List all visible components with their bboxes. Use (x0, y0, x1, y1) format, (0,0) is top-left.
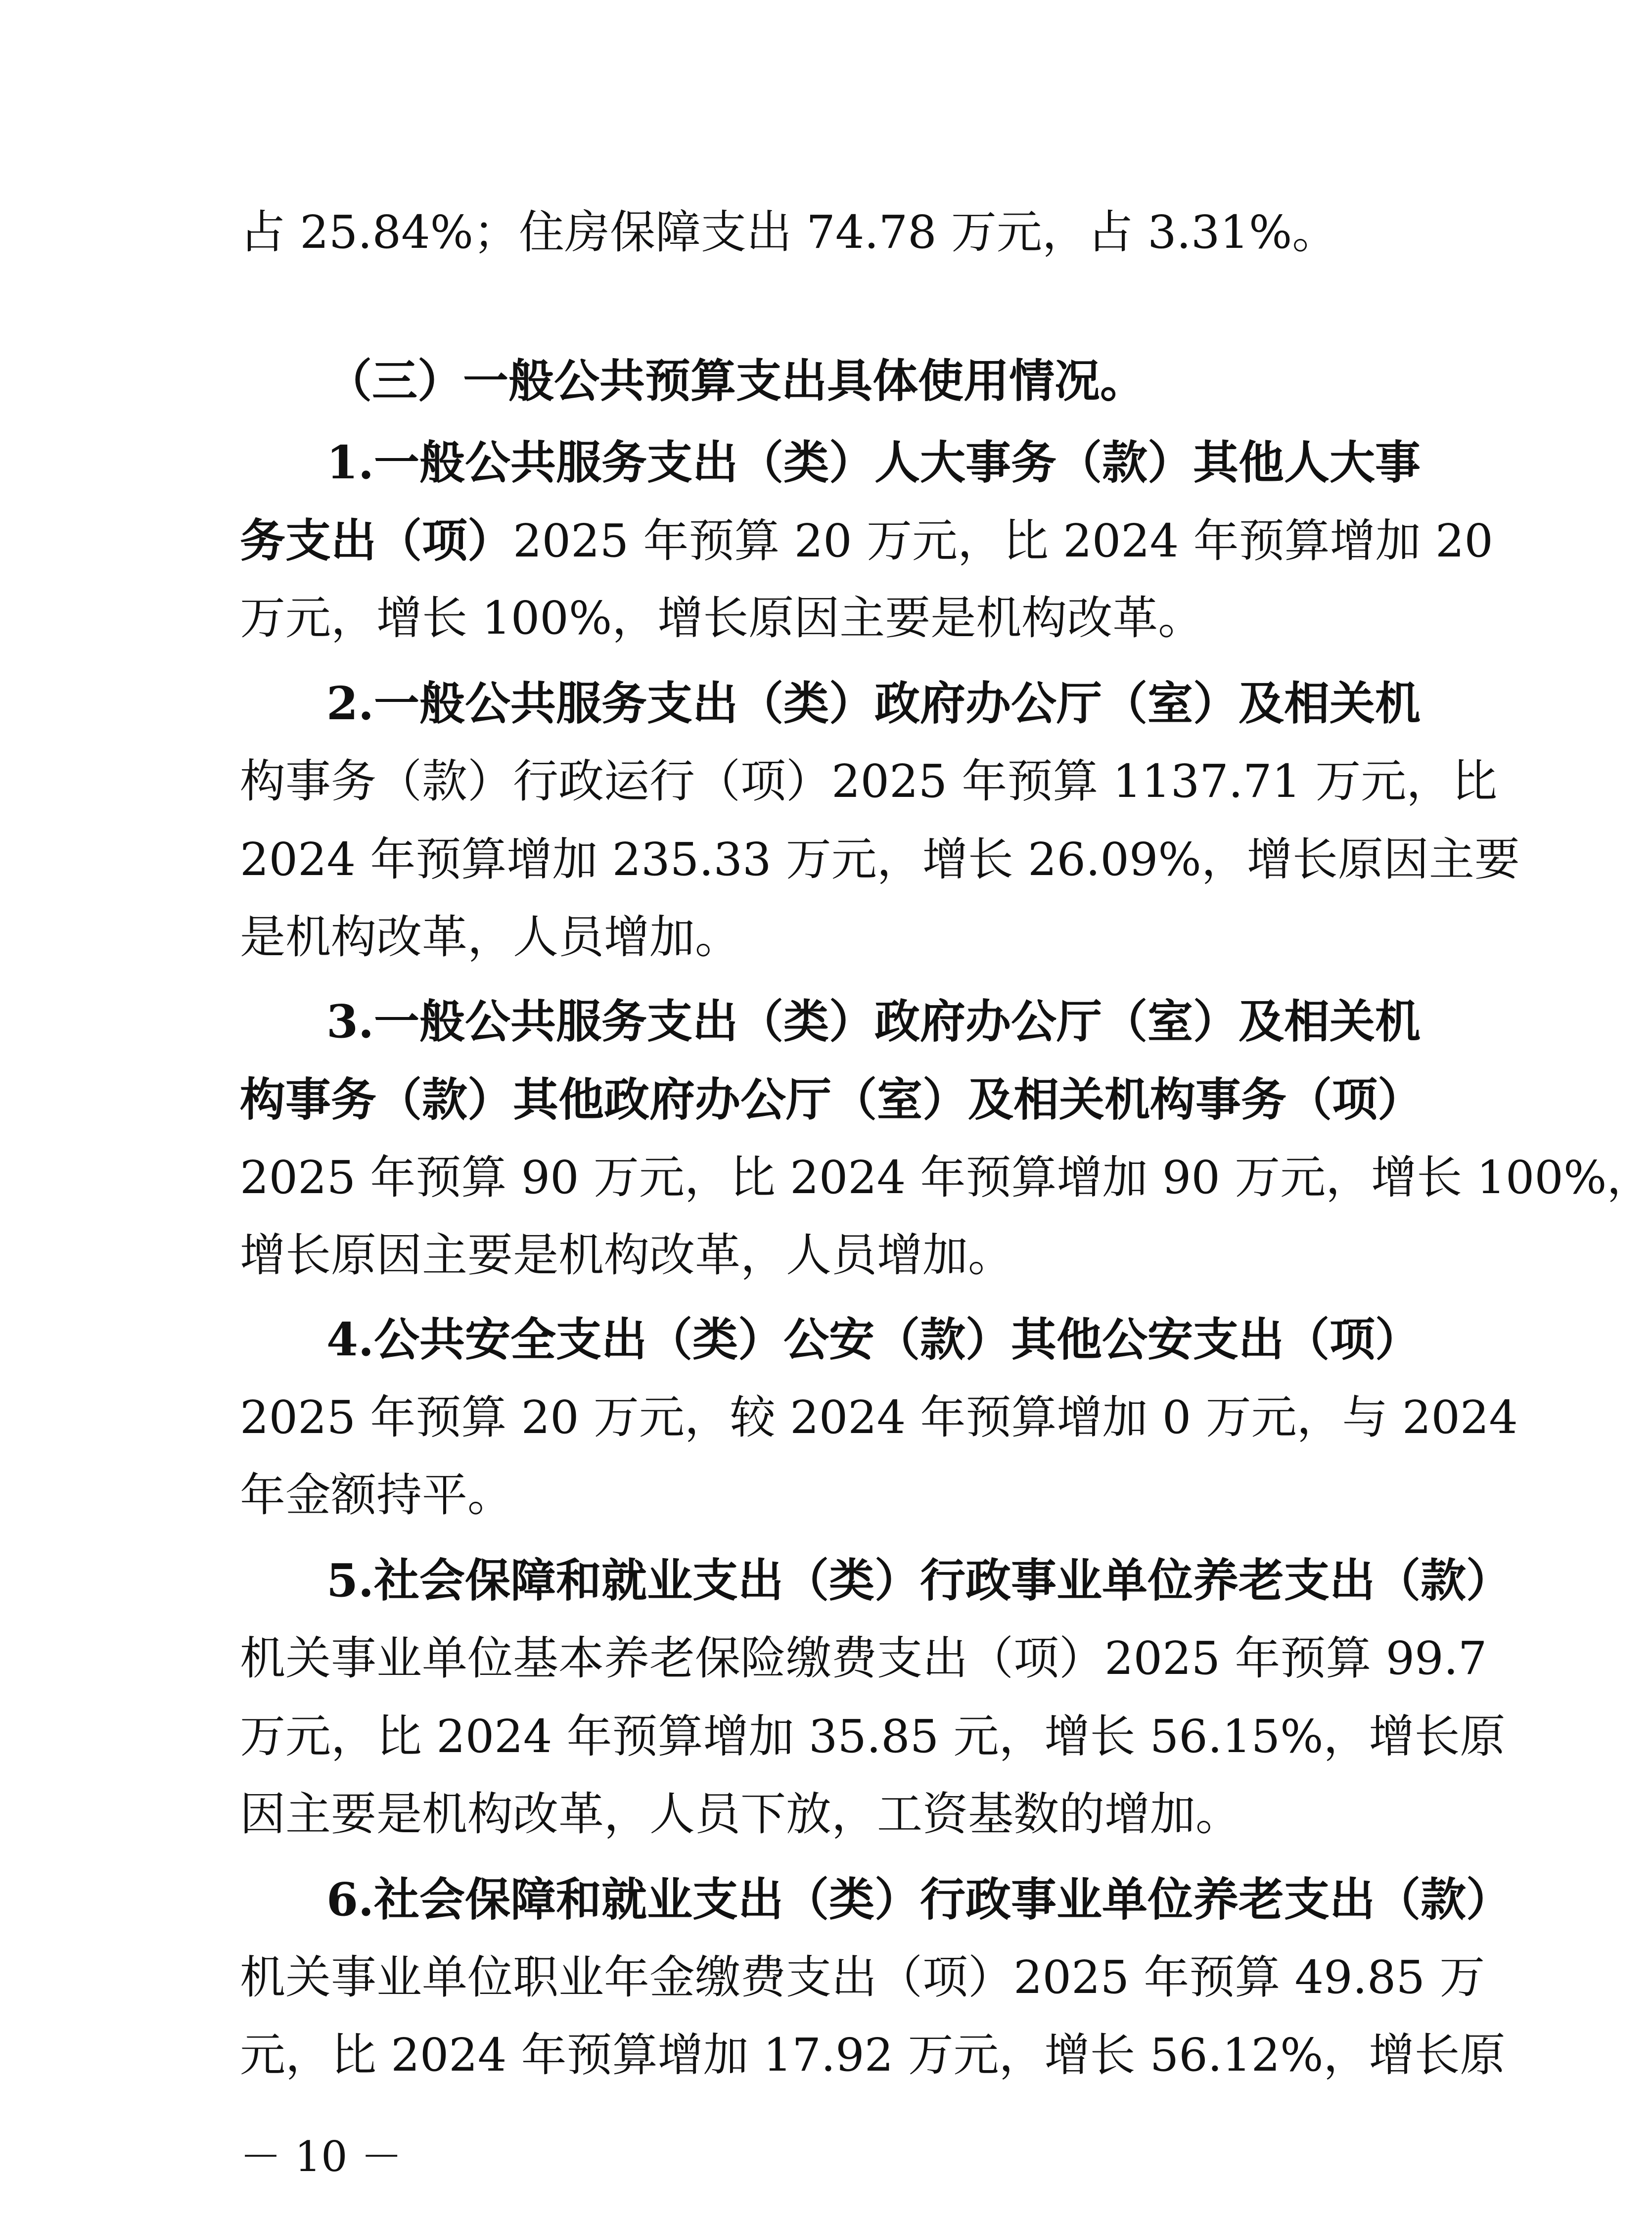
text-line-13: 增长原因主要是机构改革，人员增加。 (240, 1229, 1014, 1282)
section-heading: （三）一般公共预算支出具体使用情况。 (326, 354, 1146, 408)
text-line-3 (326, 425, 1421, 500)
text-line-20: 因主要是机构改革，人员下放，工资基数的增加。 (240, 1788, 1241, 1841)
item-5-title: 5.社会保障和就业支出（类）行政事业单位养老支出（款） (326, 1554, 1512, 1607)
item-4-title: 4.公共安全支出（类）公安（款）其他公安支出（项） (326, 1313, 1421, 1366)
text-line-22: 机关事业单位职业年金缴费支出（项）2025 年预算 49.85 万 (240, 1951, 1485, 2004)
text-line-16: 年金额持平。 (240, 1469, 513, 1522)
text-line-12: 2025 年预算 90 万元，比 2024 年预算增加 90 万元，增长 100%， (240, 1151, 1652, 1204)
item-3-title: 3.一般公共服务支出（类）政府办公厅（室）及相关机 (326, 995, 1421, 1048)
item-3-title-cont: 构事务（款）其他政府办公厅（室）及相关机构事务（项） (240, 1073, 1423, 1126)
text-line-7: 构事务（款）行政运行（项）2025 年预算 1137.71 万元，比 (240, 755, 1498, 808)
item-1-title-cont: 务支出（项） (240, 514, 513, 567)
item-1-title: 1.一般公共服务支出（类）人大事务（款）其他人大事 (326, 436, 1421, 489)
text-line-18: 机关事业单位基本养老保险缴费支出（项）2025 年预算 99.7 (240, 1632, 1487, 1685)
item-2-title: 2.一般公共服务支出（类）政府办公厅（室）及相关机 (326, 677, 1421, 730)
item-1-text-1: 2025 年预算 20 万元，比 2024 年预算增加 20 (513, 514, 1493, 567)
text-line-5: 万元，增长 100%，增长原因主要是机构改革。 (240, 592, 1204, 645)
text-line-23: 元，比 2024 年预算增加 17.92 万元，增长 56.12%，增长原 (240, 2029, 1506, 2082)
text-line-19: 万元，比 2024 年预算增加 35.85 元，增长 56.15%，增长原 (240, 1710, 1506, 1763)
text-line-15: 2025 年预算 20 万元，较 2024 年预算增加 0 万元，与 2024 (240, 1391, 1518, 1444)
item-6-title: 6.社会保障和就业支出（类）行政事业单位养老支出（款） (326, 1873, 1512, 1926)
text-line-8: 2024 年预算增加 235.33 万元，增长 26.09%，增长原因主要 (240, 833, 1520, 886)
text-line-9: 是机构改革，人员增加。 (240, 911, 741, 964)
page-number: － 10 － (240, 2132, 403, 2181)
text-line-1: 占 25.84%；住房保障支出 74.78 万元，占 3.31%。 (240, 206, 1338, 259)
text-line-4 (240, 504, 1493, 578)
